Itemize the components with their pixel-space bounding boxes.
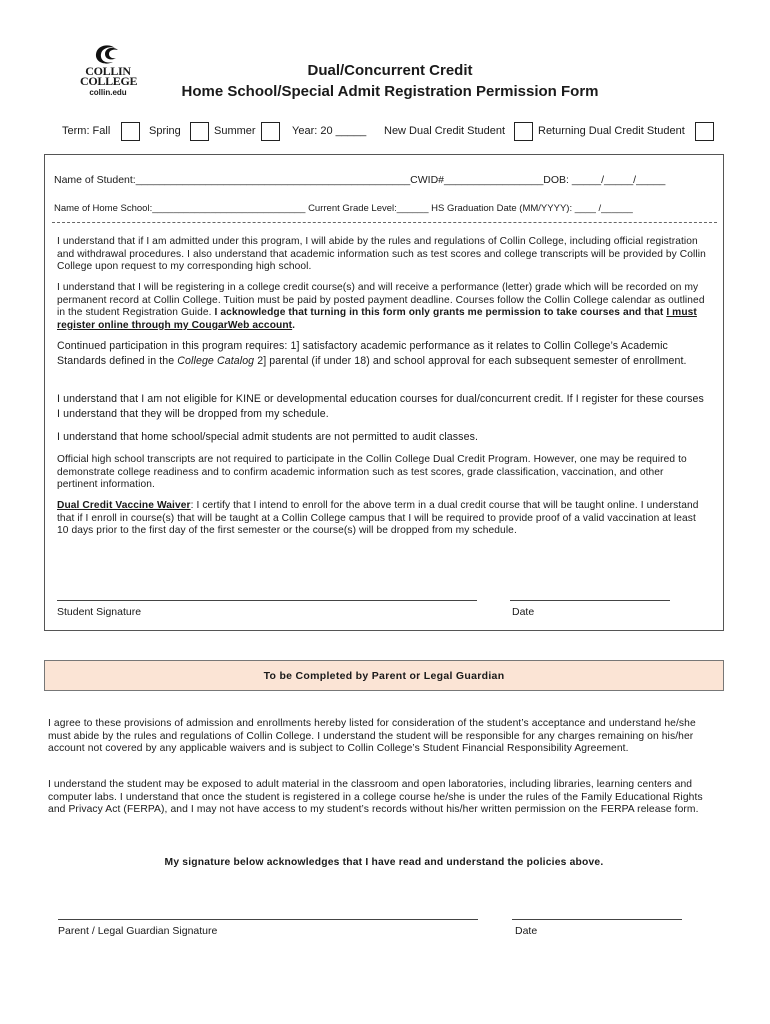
term-fall-checkbox[interactable] (121, 122, 140, 141)
parent-date-line[interactable] (512, 919, 682, 920)
student-date-line[interactable] (510, 600, 670, 601)
term-row (62, 122, 722, 144)
paragraph-transcripts: Official high school transcripts are not required to participate in the Collin College Dual Credit Program. However, one may be required to demonstrate college readiness and to confirm academic information such as test scores, grade classification, vaccination, and other pertinent information. (57, 454, 687, 491)
grade-text: I understand that I will be registering in a college credit course(s) and will receive a performance (letter) grade which will be recorded on my permanent record at Collin College. Tuition must be paid by posted payment deadline. Courses follow the Collin College calendar as outlined in the student Registration Guide. (57, 282, 705, 319)
parent-signature-line[interactable] (58, 919, 478, 920)
parent-paragraph-agree: I agree to these provisions of admission and enrollments hereby listed for consideration of the student’s acceptance and understand he/she must abide by the rules and regulations of Collin College. I understand the student will be responsible for any charges remaining on his/her account not covered by any applicable waivers and is subject to Collin College’s Student Financial Responsibility Agreement. (48, 718, 696, 755)
logo-url: collin.edu (89, 88, 127, 97)
student-date-label: Date (512, 606, 535, 618)
acknowledgement-text: My signature below acknowledges that I have read and understand the policies above. (164, 857, 604, 868)
term-spring-label: Spring (149, 125, 181, 137)
vaccine-waiver-title: Dual Credit Vaccine Waiver (57, 500, 191, 511)
returning-student-checkbox[interactable] (695, 122, 714, 141)
paragraph-grade (57, 282, 707, 332)
returning-student-label: Returning Dual Credit Student (538, 125, 685, 137)
grade-end: . (292, 319, 296, 331)
student-info-field[interactable]: Name of Student:_______________________________________________CWID#_________________DOB: _____/_____/_____ (54, 174, 666, 186)
cougarweb-link-text: I must register online through my CougarWeb account (57, 307, 697, 331)
dashed-divider (52, 222, 717, 223)
logo-swoosh-icon (91, 44, 125, 66)
continued-text: Continued participation in this program requires: 1] satisfactory academic performance as it relates to Collin College’s Academic Standards defined in the (57, 340, 668, 367)
term-fall-label: Term: Fall (62, 125, 111, 137)
continued-end: 2] parental (if under 18) and school approval for each subsequent semester of enrollment. (254, 355, 687, 367)
parent-section-banner: To be Completed by Parent or Legal Guardian (44, 660, 724, 691)
term-spring-checkbox[interactable] (190, 122, 209, 141)
catalog-text: College Catalog (177, 355, 255, 367)
paragraph-vaccine (57, 500, 707, 538)
title-line-1: Dual/Concurrent Credit (307, 62, 473, 79)
student-signature-line[interactable] (57, 600, 477, 601)
paragraph-kine: I understand that I am not eligible for KINE or developmental education courses for dual/concurrent credit. If I register for these courses I understand that they will be dropped from my schedule. (57, 393, 704, 420)
logo-line-2: COLLEGE (80, 74, 138, 88)
new-student-checkbox[interactable] (514, 122, 533, 141)
parent-paragraph-ferpa: I understand the student may be exposed to adult material in the classroom and open laboratories, including libraries, learning centers and computer labs. I understand that once the student is registered in a college course he/she is under the rules of the Family Educational Rights and Privacy Act (FERPA), and I may not have access to my student’s records without his/her written permission on the FERPA release form. (48, 779, 703, 816)
title-line-2: Home School/Special Admit Registration Permission Form (181, 83, 599, 100)
vaccine-waiver-text: : I certify that I intend to enroll for the above term in a dual credit course that will be taught online. I understand that if I enroll in course(s) that will be taught at a Collin College campus that I will be required to provide proof of a valid vaccination at least 10 days prior to the first day of the first semester or the course(s) will be dropped from my schedule. (57, 500, 699, 537)
form-title (150, 60, 630, 102)
logo-line-1: COLLIN (85, 64, 131, 78)
paragraph-rules: I understand that if I am admitted under this program, I will abide by the rules and regulations of Collin College, including official registration and withdrawal procedures. I also understand that academic information such as test scores and college transcripts will be provided by Collin College upon request to my corresponding high school. (57, 236, 706, 273)
term-summer-label: Summer (214, 125, 256, 137)
home-school-field[interactable]: Name of Home School:_____________________________ Current Grade Level:______ HS Graduation Date (MM/YYYY): ____ /______ (54, 203, 633, 214)
term-summer-checkbox[interactable] (261, 122, 280, 141)
grade-acknowledge-text: I acknowledge that turning in this form only grants me permission to take courses and that (214, 307, 667, 319)
college-logo (80, 44, 136, 97)
paragraph-audit: I understand that home school/special admit students are not permitted to audit classes. (57, 431, 479, 443)
new-student-label: New Dual Credit Student (384, 125, 506, 137)
paragraph-continued (57, 339, 707, 369)
student-signature-label: Student Signature (57, 606, 142, 618)
year-field[interactable]: Year: 20 _____ (292, 125, 367, 137)
parent-signature-label: Parent / Legal Guardian Signature (58, 925, 218, 937)
parent-date-label: Date (515, 925, 538, 937)
